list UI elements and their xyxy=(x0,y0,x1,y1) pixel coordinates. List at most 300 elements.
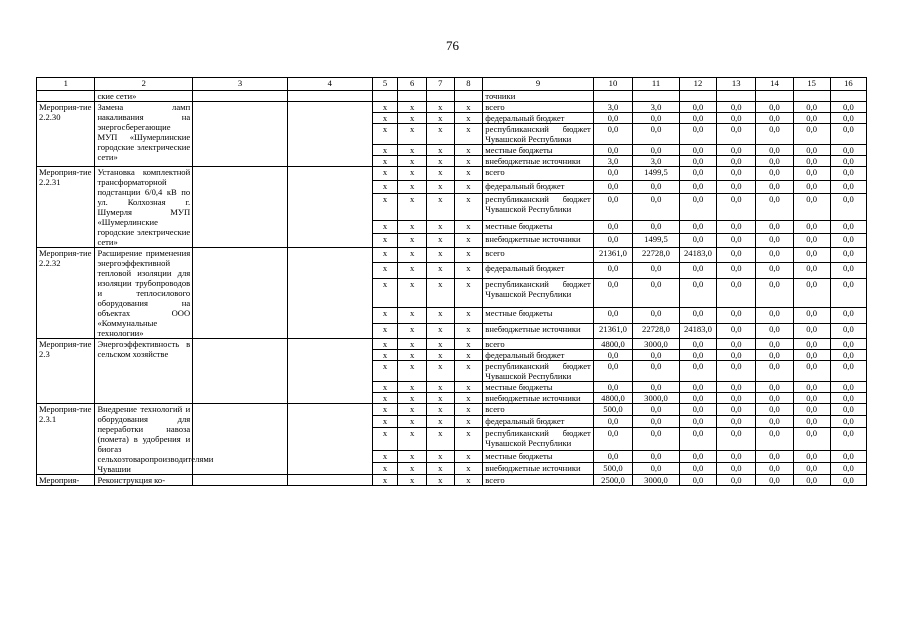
x-mark: x xyxy=(372,220,398,234)
x-mark: x xyxy=(372,248,398,263)
amount-cell: 0,0 xyxy=(633,450,680,462)
amount-cell: 0,0 xyxy=(793,234,830,248)
amount-cell: 3,0 xyxy=(593,102,632,113)
x-mark: x xyxy=(398,404,427,416)
funding-source: республиканский бюджет Чувашской Республики xyxy=(483,278,594,307)
x-mark: x xyxy=(454,167,483,181)
table-row xyxy=(37,339,867,350)
amount-cell: 0,0 xyxy=(756,145,793,156)
amount-cell: 0,0 xyxy=(633,404,680,416)
amount-cell: 0,0 xyxy=(679,462,716,474)
amount-cell: 0,0 xyxy=(633,124,680,145)
x-mark: x xyxy=(454,361,483,382)
x-mark: x xyxy=(426,156,454,167)
amount-cell: 0,0 xyxy=(717,339,756,350)
funding-source: местные бюджеты xyxy=(483,145,594,156)
empty-cell xyxy=(372,91,398,102)
funding-source: местные бюджеты xyxy=(483,450,594,462)
amount-cell: 0,0 xyxy=(717,404,756,416)
amount-cell: 0,0 xyxy=(679,113,716,124)
x-mark: x xyxy=(372,393,398,404)
amount-cell: 0,0 xyxy=(830,113,866,124)
x-mark: x xyxy=(398,220,427,234)
x-mark: x xyxy=(454,278,483,307)
table-row xyxy=(37,167,867,181)
amount-cell: 0,0 xyxy=(593,428,632,451)
amount-cell: 0,0 xyxy=(756,350,793,361)
amount-cell: 0,0 xyxy=(756,220,793,234)
activity-code xyxy=(37,91,95,102)
amount-cell: 0,0 xyxy=(633,220,680,234)
budget-table xyxy=(36,77,867,486)
table-row xyxy=(37,404,867,416)
x-mark: x xyxy=(372,263,398,278)
amount-cell: 0,0 xyxy=(756,462,793,474)
x-mark: x xyxy=(372,382,398,393)
x-mark: x xyxy=(426,263,454,278)
amount-cell: 0,0 xyxy=(633,382,680,393)
amount-cell: 2500,0 xyxy=(593,475,632,486)
amount-cell: 0,0 xyxy=(717,278,756,307)
x-mark: x xyxy=(372,278,398,307)
x-mark: x xyxy=(426,416,454,428)
amount-cell: 3000,0 xyxy=(633,339,680,350)
amount-cell: 0,0 xyxy=(593,180,632,194)
amount-cell: 0,0 xyxy=(830,180,866,194)
x-mark: x xyxy=(372,339,398,350)
amount-cell: 21361,0 xyxy=(593,323,632,338)
empty-cell xyxy=(679,91,716,102)
amount-cell: 0,0 xyxy=(593,278,632,307)
funding-source: республиканский бюджет Чувашской Республики xyxy=(483,428,594,451)
x-mark: x xyxy=(398,339,427,350)
amount-cell: 0,0 xyxy=(793,124,830,145)
column-header: 15 xyxy=(793,78,830,91)
amount-cell: 3000,0 xyxy=(633,393,680,404)
empty-cell xyxy=(287,91,372,102)
amount-cell: 3,0 xyxy=(633,156,680,167)
x-mark: x xyxy=(426,361,454,382)
column-header: 14 xyxy=(756,78,793,91)
amount-cell: 0,0 xyxy=(793,428,830,451)
amount-cell: 0,0 xyxy=(717,450,756,462)
amount-cell: 0,0 xyxy=(793,462,830,474)
x-mark: x xyxy=(398,156,427,167)
amount-cell: 0,0 xyxy=(756,102,793,113)
amount-cell: 0,0 xyxy=(793,323,830,338)
funding-source: республиканский бюджет Чувашской Республики xyxy=(483,124,594,145)
x-mark: x xyxy=(454,428,483,451)
funding-source: внебюджетные источники xyxy=(483,156,594,167)
x-mark: x xyxy=(454,382,483,393)
amount-cell: 0,0 xyxy=(717,156,756,167)
x-mark: x xyxy=(372,156,398,167)
column-header: 1 xyxy=(37,78,95,91)
x-mark: x xyxy=(454,404,483,416)
funding-source: всего xyxy=(483,339,594,350)
amount-cell: 0,0 xyxy=(756,404,793,416)
x-mark: x xyxy=(372,323,398,338)
amount-cell: 0,0 xyxy=(633,263,680,278)
amount-cell: 0,0 xyxy=(793,393,830,404)
amount-cell: 0,0 xyxy=(756,393,793,404)
x-mark: x xyxy=(454,323,483,338)
amount-cell: 0,0 xyxy=(793,156,830,167)
funding-source: всего xyxy=(483,404,594,416)
funding-source: местные бюджеты xyxy=(483,308,594,323)
amount-cell: 0,0 xyxy=(793,382,830,393)
amount-cell: 0,0 xyxy=(679,361,716,382)
amount-cell: 0,0 xyxy=(593,361,632,382)
activity-code: Мероприя-тие 2.2.31 xyxy=(37,167,95,248)
amount-cell: 0,0 xyxy=(679,124,716,145)
empty-cell xyxy=(830,91,866,102)
x-mark: x xyxy=(398,428,427,451)
activity-code: Мероприя-тие 2.3 xyxy=(37,339,95,404)
amount-cell: 4800,0 xyxy=(593,339,632,350)
x-mark: x xyxy=(454,462,483,474)
activity-name: Установка комплектной трансформаторной подстанции 6/0,4 кВ по ул. Колхозная г. Шумерля МУП «Шумерлинские городские электрические сети» xyxy=(95,167,193,248)
activity-code: Мероприя-тие 2.2.30 xyxy=(37,102,95,167)
empty-cell xyxy=(193,248,288,339)
funding-source: внебюджетные источники xyxy=(483,323,594,338)
empty-cell xyxy=(193,91,288,102)
x-mark: x xyxy=(372,167,398,181)
amount-cell: 3,0 xyxy=(593,156,632,167)
x-mark: x xyxy=(398,248,427,263)
x-mark: x xyxy=(372,416,398,428)
funding-source: точники xyxy=(483,91,594,102)
amount-cell: 4800,0 xyxy=(593,393,632,404)
amount-cell: 0,0 xyxy=(830,416,866,428)
amount-cell: 0,0 xyxy=(793,102,830,113)
x-mark: x xyxy=(454,234,483,248)
amount-cell: 0,0 xyxy=(793,475,830,486)
amount-cell: 0,0 xyxy=(679,220,716,234)
column-header: 8 xyxy=(454,78,483,91)
funding-source: республиканский бюджет Чувашской Республики xyxy=(483,361,594,382)
x-mark: x xyxy=(426,382,454,393)
amount-cell: 0,0 xyxy=(679,404,716,416)
amount-cell: 0,0 xyxy=(633,416,680,428)
x-mark: x xyxy=(454,350,483,361)
amount-cell: 0,0 xyxy=(717,393,756,404)
table-row xyxy=(37,102,867,113)
x-mark: x xyxy=(454,102,483,113)
funding-source: внебюджетные источники xyxy=(483,393,594,404)
amount-cell: 0,0 xyxy=(679,308,716,323)
x-mark: x xyxy=(398,124,427,145)
activity-code: Мероприя-тие 2.2.32 xyxy=(37,248,95,339)
amount-cell: 0,0 xyxy=(679,350,716,361)
x-mark: x xyxy=(398,416,427,428)
amount-cell: 0,0 xyxy=(756,428,793,451)
x-mark: x xyxy=(454,156,483,167)
x-mark: x xyxy=(398,234,427,248)
x-mark: x xyxy=(454,393,483,404)
x-mark: x xyxy=(426,167,454,181)
column-header: 11 xyxy=(633,78,680,91)
x-mark: x xyxy=(398,194,427,220)
amount-cell: 0,0 xyxy=(756,124,793,145)
amount-cell: 0,0 xyxy=(793,248,830,263)
amount-cell: 0,0 xyxy=(793,450,830,462)
header-row xyxy=(37,78,867,91)
amount-cell: 0,0 xyxy=(679,180,716,194)
x-mark: x xyxy=(426,145,454,156)
amount-cell: 0,0 xyxy=(717,180,756,194)
x-mark: x xyxy=(372,308,398,323)
funding-source: местные бюджеты xyxy=(483,220,594,234)
amount-cell: 0,0 xyxy=(756,156,793,167)
empty-cell xyxy=(193,102,288,167)
amount-cell: 0,0 xyxy=(830,382,866,393)
x-mark: x xyxy=(398,145,427,156)
amount-cell: 0,0 xyxy=(593,145,632,156)
activity-name: Энергоэффективность в сельском хозяйстве xyxy=(95,339,193,404)
amount-cell: 0,0 xyxy=(633,350,680,361)
amount-cell: 0,0 xyxy=(633,308,680,323)
column-header: 10 xyxy=(593,78,632,91)
amount-cell: 1499,5 xyxy=(633,234,680,248)
x-mark: x xyxy=(398,308,427,323)
x-mark: x xyxy=(454,124,483,145)
amount-cell: 0,0 xyxy=(593,220,632,234)
x-mark: x xyxy=(398,382,427,393)
amount-cell: 0,0 xyxy=(756,167,793,181)
x-mark: x xyxy=(398,180,427,194)
amount-cell: 0,0 xyxy=(793,194,830,220)
x-mark: x xyxy=(454,220,483,234)
empty-cell xyxy=(593,91,632,102)
amount-cell: 0,0 xyxy=(756,475,793,486)
amount-cell: 0,0 xyxy=(793,220,830,234)
x-mark: x xyxy=(372,450,398,462)
amount-cell: 0,0 xyxy=(830,462,866,474)
amount-cell: 22728,0 xyxy=(633,248,680,263)
x-mark: x xyxy=(426,393,454,404)
amount-cell: 0,0 xyxy=(756,361,793,382)
amount-cell: 0,0 xyxy=(633,180,680,194)
x-mark: x xyxy=(398,102,427,113)
amount-cell: 0,0 xyxy=(830,234,866,248)
column-header: 3 xyxy=(193,78,288,91)
amount-cell: 21361,0 xyxy=(593,248,632,263)
x-mark: x xyxy=(426,180,454,194)
table-body xyxy=(37,78,867,486)
table-row xyxy=(37,475,867,486)
amount-cell: 0,0 xyxy=(679,145,716,156)
amount-cell: 0,0 xyxy=(717,234,756,248)
amount-cell: 0,0 xyxy=(679,416,716,428)
amount-cell: 0,0 xyxy=(793,308,830,323)
amount-cell: 0,0 xyxy=(717,475,756,486)
x-mark: x xyxy=(372,145,398,156)
amount-cell: 0,0 xyxy=(593,416,632,428)
amount-cell: 0,0 xyxy=(717,248,756,263)
x-mark: x xyxy=(372,475,398,486)
x-mark: x xyxy=(454,475,483,486)
x-mark: x xyxy=(398,323,427,338)
x-mark: x xyxy=(426,113,454,124)
amount-cell: 0,0 xyxy=(679,393,716,404)
amount-cell: 0,0 xyxy=(830,361,866,382)
empty-cell xyxy=(756,91,793,102)
x-mark: x xyxy=(398,113,427,124)
amount-cell: 0,0 xyxy=(717,361,756,382)
amount-cell: 0,0 xyxy=(830,308,866,323)
x-mark: x xyxy=(454,339,483,350)
empty-cell xyxy=(193,475,288,486)
empty-cell xyxy=(287,248,372,339)
x-mark: x xyxy=(426,278,454,307)
x-mark: x xyxy=(426,308,454,323)
x-mark: x xyxy=(372,234,398,248)
amount-cell: 0,0 xyxy=(633,462,680,474)
amount-cell: 0,0 xyxy=(793,167,830,181)
amount-cell: 0,0 xyxy=(593,234,632,248)
activity-name: Замена ламп накаливания на энергосберегающие МУП «Шумерлинские городские электрические сети» xyxy=(95,102,193,167)
amount-cell: 0,0 xyxy=(679,428,716,451)
amount-cell: 500,0 xyxy=(593,404,632,416)
funding-source: федеральный бюджет xyxy=(483,350,594,361)
amount-cell: 0,0 xyxy=(593,350,632,361)
amount-cell: 0,0 xyxy=(830,350,866,361)
amount-cell: 0,0 xyxy=(679,475,716,486)
funding-source: федеральный бюджет xyxy=(483,263,594,278)
amount-cell: 24183,0 xyxy=(679,323,716,338)
empty-cell xyxy=(287,102,372,167)
empty-cell xyxy=(633,91,680,102)
amount-cell: 0,0 xyxy=(830,393,866,404)
x-mark: x xyxy=(398,278,427,307)
amount-cell: 0,0 xyxy=(679,194,716,220)
amount-cell: 0,0 xyxy=(717,263,756,278)
funding-source: местные бюджеты xyxy=(483,382,594,393)
x-mark: x xyxy=(398,361,427,382)
amount-cell: 0,0 xyxy=(717,350,756,361)
funding-source: внебюджетные источники xyxy=(483,234,594,248)
column-header: 6 xyxy=(398,78,427,91)
amount-cell: 0,0 xyxy=(793,404,830,416)
x-mark: x xyxy=(426,462,454,474)
amount-cell: 0,0 xyxy=(679,382,716,393)
amount-cell: 0,0 xyxy=(756,323,793,338)
x-mark: x xyxy=(372,102,398,113)
x-mark: x xyxy=(454,180,483,194)
amount-cell: 0,0 xyxy=(679,278,716,307)
amount-cell: 0,0 xyxy=(756,180,793,194)
x-mark: x xyxy=(426,220,454,234)
amount-cell: 0,0 xyxy=(830,475,866,486)
table-row xyxy=(37,248,867,263)
x-mark: x xyxy=(372,194,398,220)
x-mark: x xyxy=(398,350,427,361)
empty-cell xyxy=(193,339,288,404)
amount-cell: 0,0 xyxy=(793,350,830,361)
amount-cell: 0,0 xyxy=(593,308,632,323)
amount-cell: 0,0 xyxy=(717,124,756,145)
amount-cell: 0,0 xyxy=(756,308,793,323)
amount-cell: 0,0 xyxy=(633,113,680,124)
x-mark: x xyxy=(454,113,483,124)
amount-cell: 0,0 xyxy=(830,278,866,307)
continuation-row xyxy=(37,91,867,102)
column-header: 2 xyxy=(95,78,193,91)
amount-cell: 0,0 xyxy=(830,428,866,451)
column-header: 5 xyxy=(372,78,398,91)
amount-cell: 0,0 xyxy=(793,145,830,156)
amount-cell: 0,0 xyxy=(793,339,830,350)
amount-cell: 0,0 xyxy=(830,145,866,156)
x-mark: x xyxy=(426,248,454,263)
funding-source: всего xyxy=(483,248,594,263)
amount-cell: 0,0 xyxy=(830,263,866,278)
activity-name: Реконструкция ко- xyxy=(95,475,193,486)
amount-cell: 0,0 xyxy=(830,194,866,220)
amount-cell: 0,0 xyxy=(756,263,793,278)
amount-cell: 0,0 xyxy=(830,167,866,181)
x-mark: x xyxy=(398,462,427,474)
column-header: 7 xyxy=(426,78,454,91)
x-mark: x xyxy=(398,393,427,404)
column-header: 9 xyxy=(483,78,594,91)
x-mark: x xyxy=(426,428,454,451)
amount-cell: 0,0 xyxy=(593,450,632,462)
activity-name: Расширение применения энергоэффективной тепловой изоляции для изоляции трубопроводов и теплосилового оборудования на объектах ООО «Коммунальные технологии» xyxy=(95,248,193,339)
amount-cell: 0,0 xyxy=(717,308,756,323)
empty-cell xyxy=(398,91,427,102)
x-mark: x xyxy=(454,263,483,278)
amount-cell: 0,0 xyxy=(679,102,716,113)
amount-cell: 0,0 xyxy=(756,248,793,263)
x-mark: x xyxy=(454,194,483,220)
activity-name: Внедрение технологий и оборудования для переработки навоза (помета) в удобрения и биогаз сельхозтоваропроизводителями Чувашии xyxy=(95,404,193,475)
amount-cell: 0,0 xyxy=(593,263,632,278)
x-mark: x xyxy=(372,113,398,124)
amount-cell: 0,0 xyxy=(830,248,866,263)
amount-cell: 0,0 xyxy=(633,278,680,307)
amount-cell: 0,0 xyxy=(830,323,866,338)
x-mark: x xyxy=(398,475,427,486)
funding-source: федеральный бюджет xyxy=(483,416,594,428)
x-mark: x xyxy=(426,124,454,145)
amount-cell: 0,0 xyxy=(756,382,793,393)
amount-cell: 0,0 xyxy=(633,194,680,220)
amount-cell: 0,0 xyxy=(679,234,716,248)
amount-cell: 0,0 xyxy=(830,102,866,113)
x-mark: x xyxy=(426,350,454,361)
amount-cell: 0,0 xyxy=(717,382,756,393)
amount-cell: 0,0 xyxy=(593,382,632,393)
column-header: 16 xyxy=(830,78,866,91)
amount-cell: 0,0 xyxy=(717,462,756,474)
amount-cell: 0,0 xyxy=(756,278,793,307)
x-mark: x xyxy=(426,450,454,462)
x-mark: x xyxy=(372,180,398,194)
amount-cell: 0,0 xyxy=(830,404,866,416)
x-mark: x xyxy=(454,450,483,462)
amount-cell: 0,0 xyxy=(756,416,793,428)
amount-cell: 3000,0 xyxy=(633,475,680,486)
amount-cell: 24183,0 xyxy=(679,248,716,263)
amount-cell: 0,0 xyxy=(793,361,830,382)
x-mark: x xyxy=(398,167,427,181)
x-mark: x xyxy=(454,308,483,323)
x-mark: x xyxy=(426,234,454,248)
funding-source: республиканский бюджет Чувашской Республики xyxy=(483,194,594,220)
empty-cell xyxy=(287,475,372,486)
